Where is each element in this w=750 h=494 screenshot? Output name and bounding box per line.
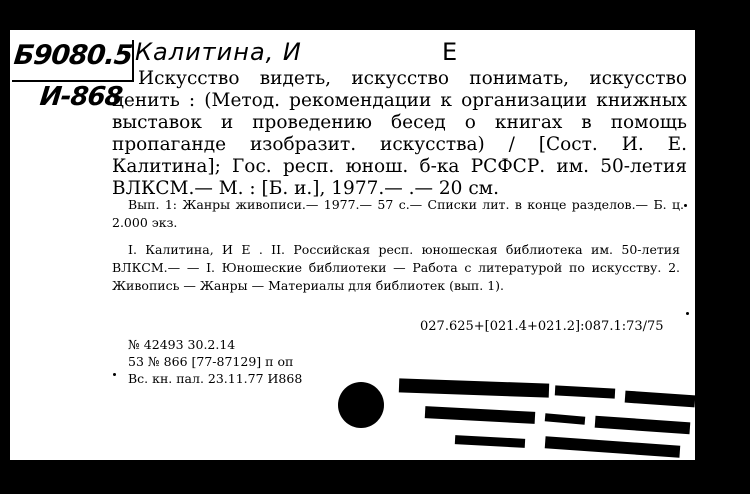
accession-line-2: 53 № 866 [77-87129] п оп: [128, 354, 294, 369]
main-entry-description: (Метод. рекомендации к организации книжных выставок и проведению бесед о книгах в помощь пропаганде изобразит. искусства) / [Сост. И. Е. Калитина]; Гос. респ. юнош. б-ка РСФСР. им. 50-летия ВЛКСМ.— М. : [Б. и.], 1977.— .— 20 см.: [112, 90, 687, 199]
accession-line-1: № 42493 30.2.14: [128, 337, 236, 352]
accession-line-3: Вс. кн. пал. 23.11.77 И868: [128, 371, 303, 386]
handwritten-initial: Е: [442, 38, 458, 66]
classification-number: 027.625+[021.4+021.2]:087.1:73/75: [420, 319, 664, 334]
catalog-card: [10, 30, 695, 460]
ink-speck: [113, 373, 116, 376]
volume-note: Вып. 1: Жанры живописи.— 1977.— 57 с.— Списки лит. в конце разделов.— Б. ц. 2.000 экз.: [112, 197, 684, 230]
call-number-line-2: И-868: [38, 82, 124, 112]
main-entry: [112, 68, 687, 200]
main-entry-title-line: Искусство видеть, искусство понимать, искусство ценить :: [112, 68, 687, 111]
ink-speck: [686, 312, 689, 315]
accession-info: [128, 336, 302, 387]
library-stamp: [395, 375, 695, 460]
punch-hole: [338, 382, 384, 428]
subject-tracing: I. Калитина, И Е . II. Российская респ. юношеская библиотека им. 50-летия ВЛКСМ.— — I. Юношеские библиотеки — Работа с литературой по искусству. 2. Живопись — Жанры — Материалы для библиотек (вып. 1).: [112, 242, 680, 293]
handwritten-author: Калитина, И: [135, 38, 302, 66]
call-number-line-1: Б9080.5: [12, 40, 134, 71]
ink-speck: [684, 204, 687, 207]
